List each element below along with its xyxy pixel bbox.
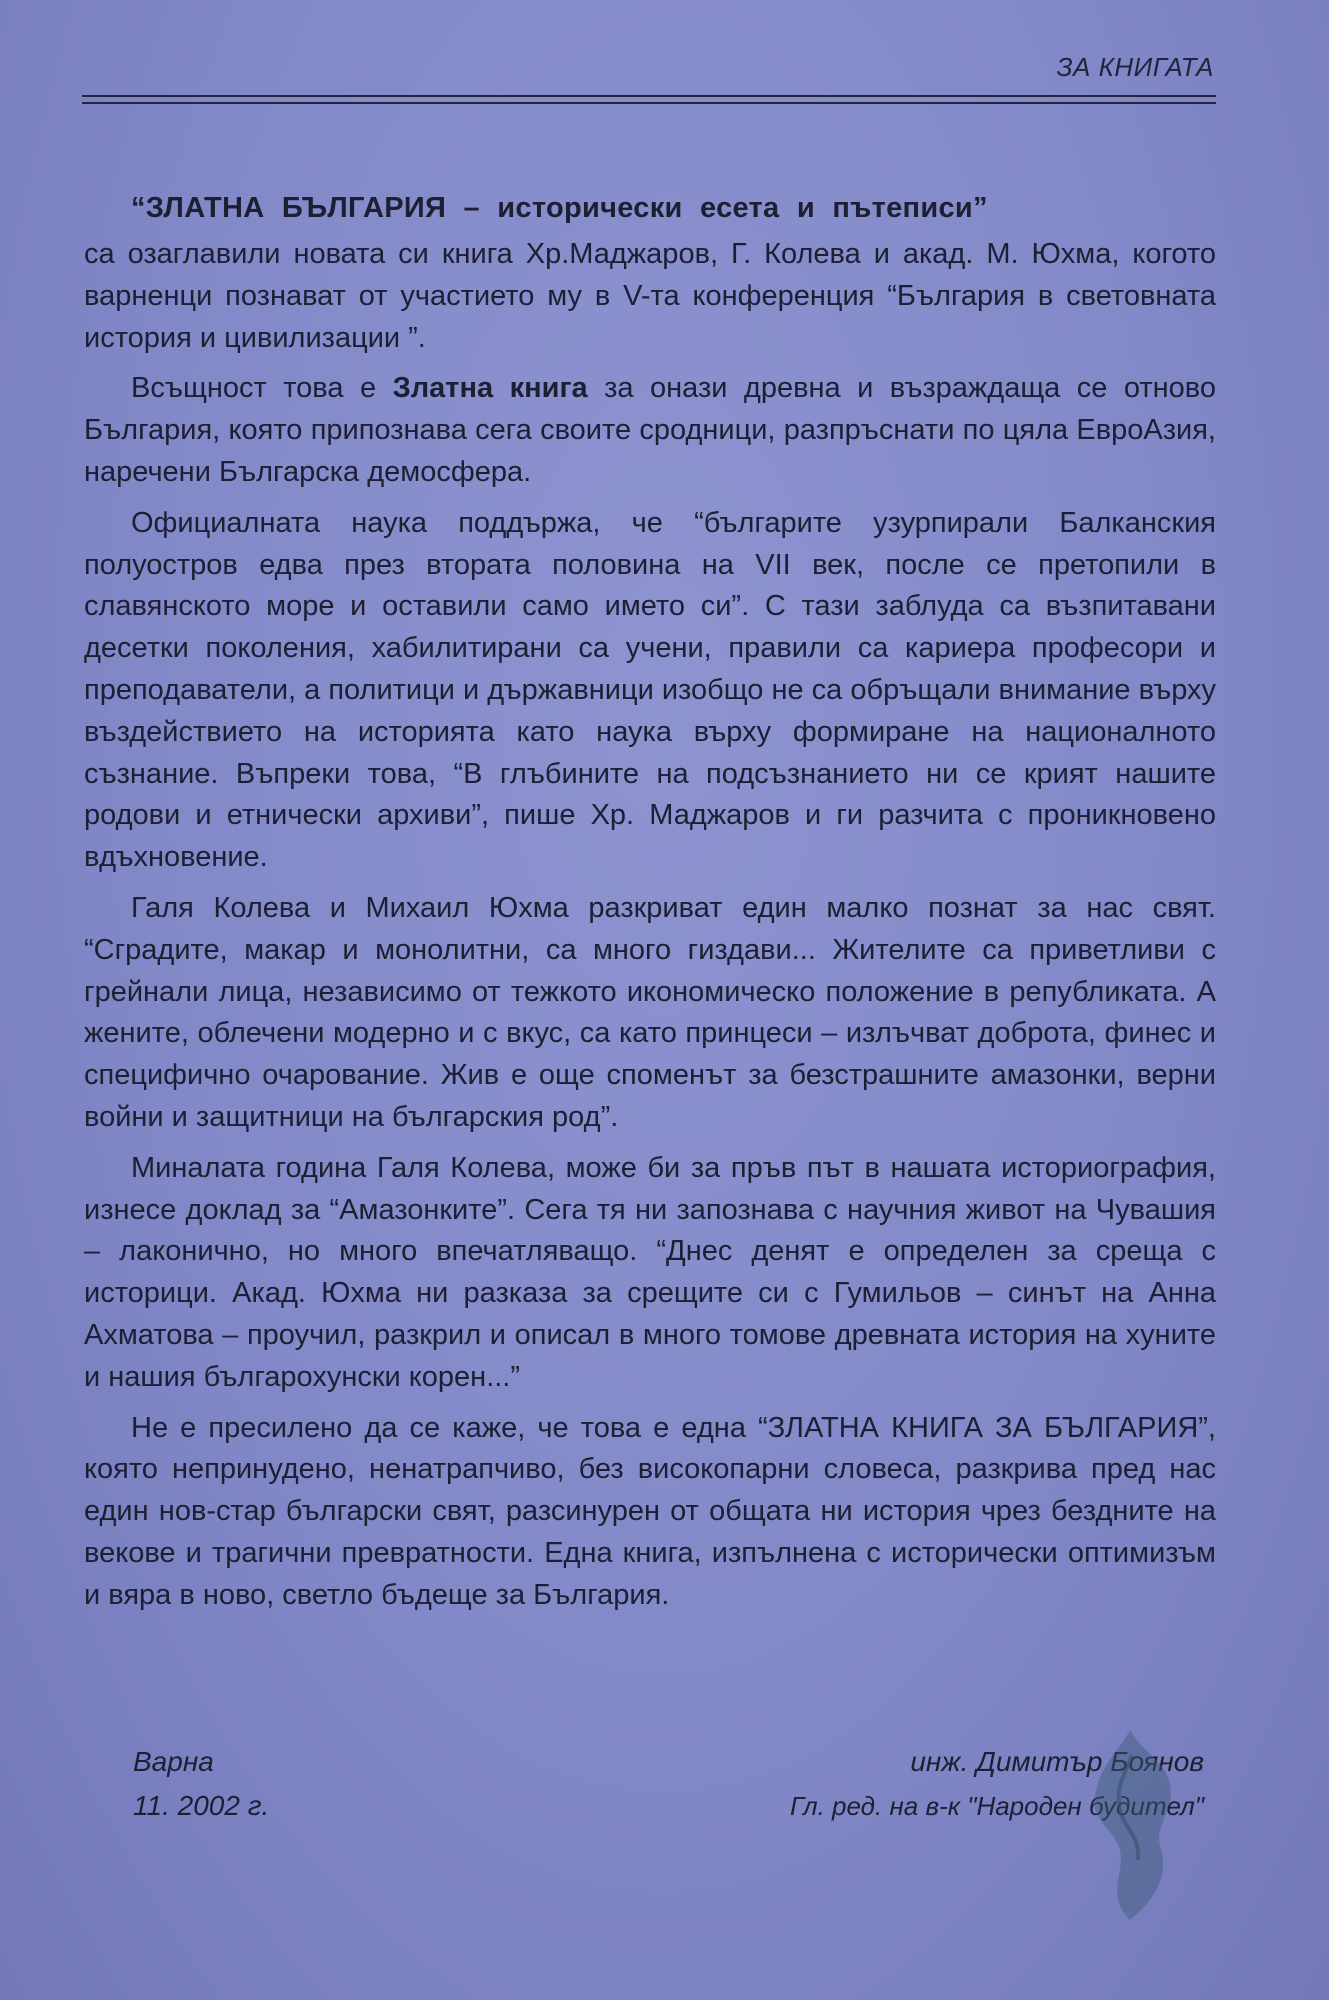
golden-book-emphasis: Златна книга	[392, 372, 588, 405]
author-signature	[790, 1740, 1204, 1828]
paragraph-official-science: Официалната наука поддържа, че “българите узурпирали Балканския полуостров едва през втората половина на VII век, после се претопили в славянското море и оставили само името си”. С тази заблуда са възпитавани десетки поколения, хабилитирани са учени, правили са кариера професори и преподаватели, а политици и държавници изобщо не са обръщали внимание върху въздействието на историята като наука върху формиране на националното съзнание. Въпреки това, “В глъбините на подсъзнанието ни се крият нашите родови и етнически архиви”, пише Хр. Маджаров и ги разчита с проникновено вдъхновение.	[84, 506, 1216, 874]
header-rule-bottom	[82, 102, 1216, 104]
author-role: Гл. ред. на в-к "Народен будител"	[789, 1791, 1204, 1821]
paragraph-golden-book	[84, 368, 1216, 493]
article-body	[84, 182, 1216, 1626]
place: Варна	[133, 1746, 214, 1777]
section-header-label: ЗА КНИГАТА	[1056, 52, 1214, 82]
place-date	[133, 1740, 269, 1828]
paragraph-golden-book-end: за онази древна и възраждаща се отново България, която припознава сега своите сродници, разпръснати по цяла ЕвроАзия, наречени Българска демосфера.	[84, 372, 1216, 488]
date: 11. 2002 г.	[133, 1790, 270, 1821]
paragraph-amazons: Миналата година Галя Колева, може би за пръв път в нашата историография, изнесе доклад за “Амазонките”. Сега тя ни запознава с научния живот на Чувашия – лаконично, но много впечатляващо. “Днес денят е определен за среща с историци. Акад. Юхма ни разказа за срещите си с Гумильов – синът на Анна Ахматова – проучил, разкрил и описал в много томове древната история на хуните и нашия българохунски корен...”	[84, 1151, 1216, 1393]
paragraph-conclusion: Не е пресилено да се каже, че това е една “ЗЛАТНА КНИГА ЗА БЪЛГАРИЯ”, която непринудено, ненатрапчиво, без високопарни словеса, разкрива пред нас един нов-стар български свят, разсинурен от общата ни история чрез бездните на векове и трагични превратности. Една книга, изпълнена с исторически оптимизъм и вяра в ново, светло бъдеще за България.	[84, 1411, 1216, 1611]
book-title: “ЗЛАТНА БЪЛГАРИЯ – исторически есета и пътеписи”	[131, 192, 988, 224]
paragraph-lead: са озаглавили новата си книга Хр.Маджаров, Г. Колева и акад. М. Юхма, когото варненци познават от участието му в V-та конференция “България в световната история и цивилизации ”.	[84, 238, 1216, 354]
header-rule-top	[82, 95, 1216, 97]
paragraph-unknown-world: Галя Колева и Михаил Юхма разкриват един малко познат за нас свят. “Сградите, макар и монолитни, са много гиздави... Жителите са приветливи с грейнали лица, независимо от тежкото икономическо положение в републиката. А жените, облечени модерно и с вкус, са като принцеси – излъчват доброта, финес и специфично очарование. Жив е още споменът за безстрашните амазонки, верни войни и защитници на българския род”.	[84, 891, 1216, 1133]
author-name: инж. Димитър Боянов	[910, 1746, 1204, 1777]
paragraph-golden-book-start: Всъщност това е	[131, 372, 393, 405]
